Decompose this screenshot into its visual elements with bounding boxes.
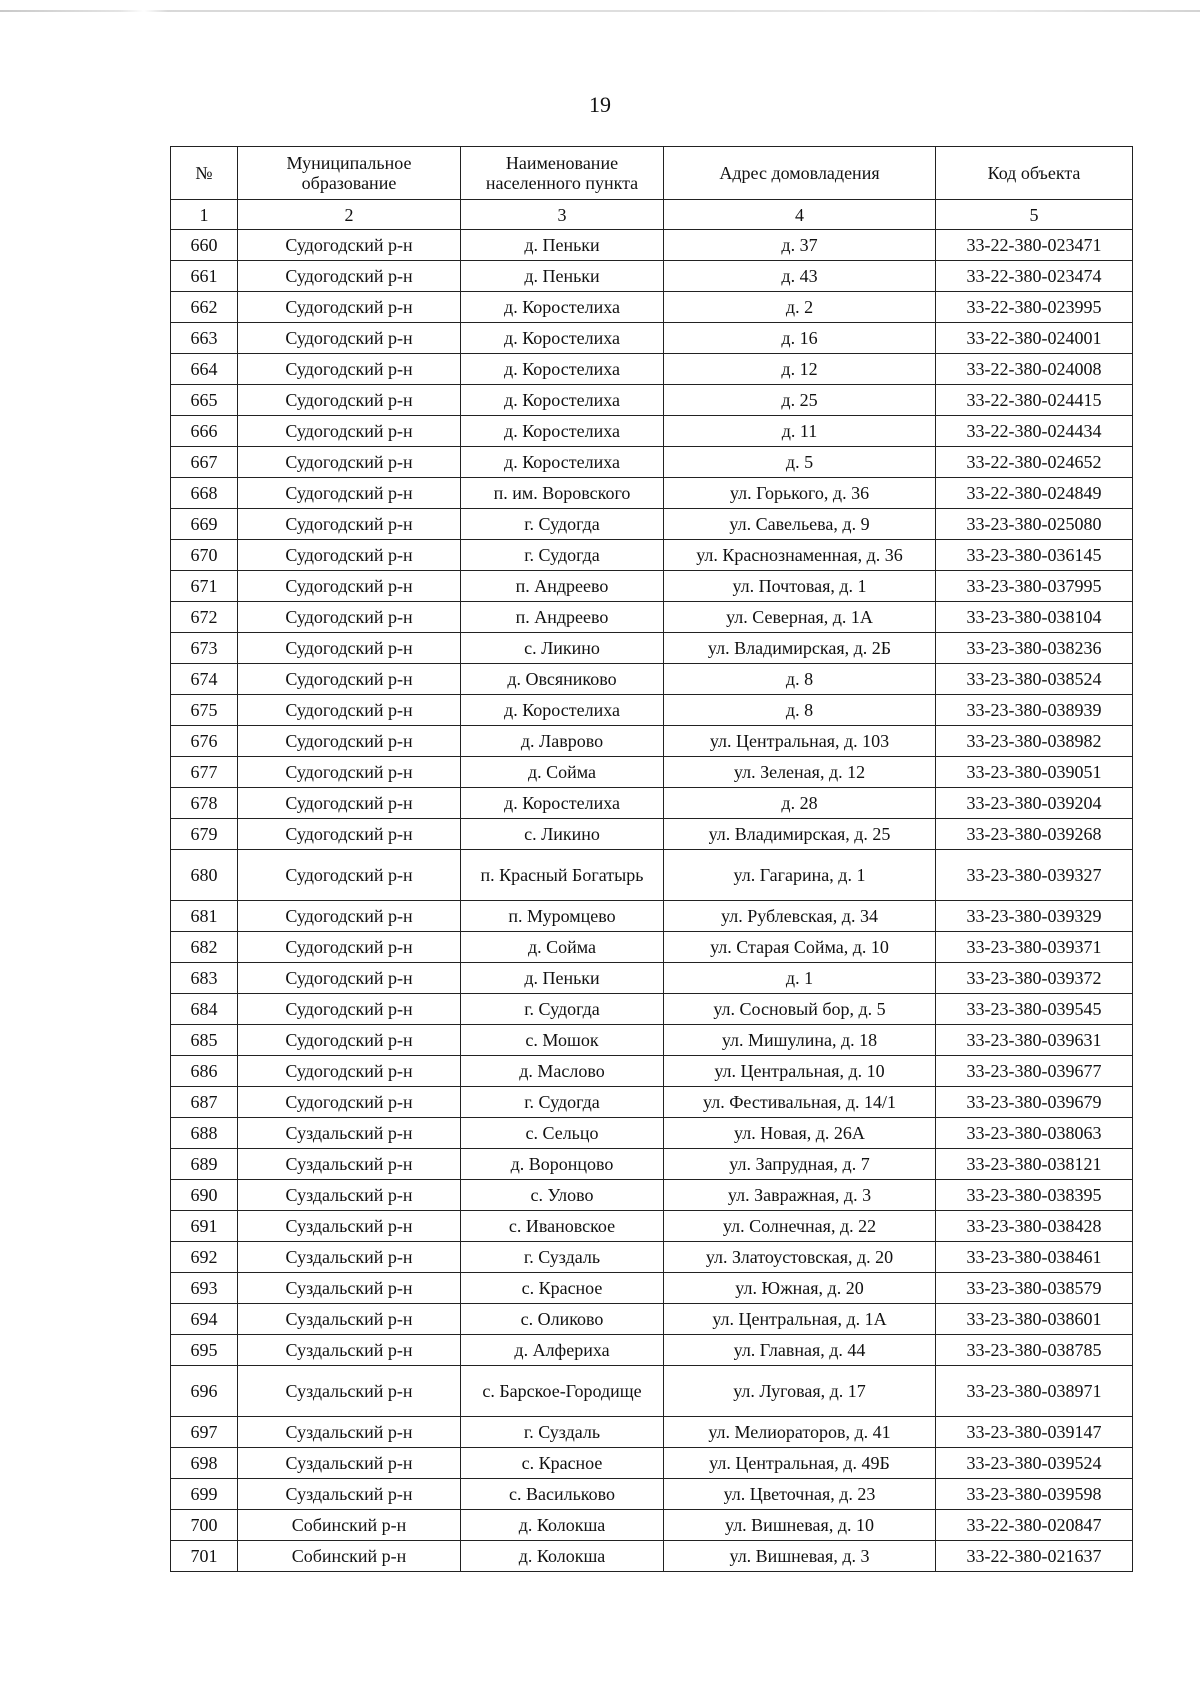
cell-municipality: Суздальский р-н (238, 1479, 461, 1510)
cell-object-code: 33-23-380-039545 (936, 994, 1133, 1025)
cell-settlement: д. Коростелиха (461, 323, 664, 354)
cell-address: д. 2 (664, 292, 936, 323)
cell-municipality: Судогодский р-н (238, 963, 461, 994)
cell-object-code: 33-23-380-039147 (936, 1417, 1133, 1448)
cell-municipality: Судогодский р-н (238, 571, 461, 602)
cell-settlement: с. Барское-Городище (461, 1366, 664, 1417)
table-row (171, 509, 1133, 540)
cell-settlement: с. Красное (461, 1273, 664, 1304)
cell-settlement: п. Муромцево (461, 901, 664, 932)
cell-object-code: 33-23-380-038579 (936, 1273, 1133, 1304)
cell-object-code: 33-23-380-039268 (936, 819, 1133, 850)
table-row (171, 788, 1133, 819)
table-row (171, 230, 1133, 261)
cell-municipality: Судогодский р-н (238, 261, 461, 292)
cell-number: 660 (171, 230, 238, 261)
cell-object-code: 33-23-380-038236 (936, 633, 1133, 664)
cell-settlement: п. им. Воровского (461, 478, 664, 509)
cell-municipality: Судогодский р-н (238, 932, 461, 963)
cell-object-code: 33-23-380-038428 (936, 1211, 1133, 1242)
cell-object-code: 33-23-380-039631 (936, 1025, 1133, 1056)
cell-number: 692 (171, 1242, 238, 1273)
cell-settlement: с. Ликино (461, 819, 664, 850)
column-number: 4 (664, 200, 936, 230)
table-row (171, 1366, 1133, 1417)
cell-address: д. 11 (664, 416, 936, 447)
cell-address: ул. Владимирская, д. 2Б (664, 633, 936, 664)
cell-number: 671 (171, 571, 238, 602)
cell-number: 677 (171, 757, 238, 788)
cell-number: 670 (171, 540, 238, 571)
cell-object-code: 33-23-380-039371 (936, 932, 1133, 963)
table-row (171, 963, 1133, 994)
table-row (171, 1180, 1133, 1211)
cell-municipality: Судогодский р-н (238, 416, 461, 447)
column-number: 1 (171, 200, 238, 230)
header-municipality: Муниципальное образование (238, 147, 461, 200)
table-column-number-row (171, 200, 1133, 230)
cell-number: 682 (171, 932, 238, 963)
cell-address: ул. Центральная, д. 103 (664, 726, 936, 757)
table-row (171, 416, 1133, 447)
cell-object-code: 33-23-380-039327 (936, 850, 1133, 901)
cell-municipality: Судогодский р-н (238, 323, 461, 354)
table-row (171, 571, 1133, 602)
cell-number: 699 (171, 1479, 238, 1510)
cell-address: д. 8 (664, 695, 936, 726)
cell-address: д. 28 (664, 788, 936, 819)
cell-municipality: Суздальский р-н (238, 1118, 461, 1149)
cell-object-code: 33-23-380-038785 (936, 1335, 1133, 1366)
cell-settlement: д. Воронцово (461, 1149, 664, 1180)
cell-object-code: 33-22-380-024849 (936, 478, 1133, 509)
cell-number: 700 (171, 1510, 238, 1541)
table-header-row (171, 147, 1133, 200)
cell-municipality: Судогодский р-н (238, 695, 461, 726)
cell-settlement: д. Колокша (461, 1510, 664, 1541)
cell-object-code: 33-23-380-038971 (936, 1366, 1133, 1417)
cell-address: ул. Зеленая, д. 12 (664, 757, 936, 788)
cell-address: ул. Центральная, д. 49Б (664, 1448, 936, 1479)
cell-address: ул. Солнечная, д. 22 (664, 1211, 936, 1242)
cell-address: ул. Завражная, д. 3 (664, 1180, 936, 1211)
cell-number: 691 (171, 1211, 238, 1242)
table-row (171, 323, 1133, 354)
cell-address: ул. Савельева, д. 9 (664, 509, 936, 540)
table-row (171, 850, 1133, 901)
cell-number: 689 (171, 1149, 238, 1180)
cell-settlement: г. Суздаль (461, 1417, 664, 1448)
cell-number: 678 (171, 788, 238, 819)
cell-number: 688 (171, 1118, 238, 1149)
cell-municipality: Судогодский р-н (238, 788, 461, 819)
cell-object-code: 33-23-380-039524 (936, 1448, 1133, 1479)
cell-object-code: 33-23-380-038461 (936, 1242, 1133, 1273)
table-row (171, 726, 1133, 757)
cell-address: д. 12 (664, 354, 936, 385)
cell-municipality: Суздальский р-н (238, 1149, 461, 1180)
cell-municipality: Судогодский р-н (238, 230, 461, 261)
cell-address: ул. Фестивальная, д. 14/1 (664, 1087, 936, 1118)
cell-object-code: 33-23-380-038982 (936, 726, 1133, 757)
cell-settlement: д. Сойма (461, 932, 664, 963)
cell-municipality: Суздальский р-н (238, 1417, 461, 1448)
table-row (171, 1211, 1133, 1242)
page-number: 19 (589, 92, 611, 117)
cell-number: 667 (171, 447, 238, 478)
cell-settlement: г. Суздаль (461, 1242, 664, 1273)
table-row (171, 602, 1133, 633)
cell-number: 693 (171, 1273, 238, 1304)
cell-municipality: Судогодский р-н (238, 292, 461, 323)
table-row (171, 540, 1133, 571)
cell-number: 683 (171, 963, 238, 994)
cell-settlement: с. Васильково (461, 1479, 664, 1510)
cell-object-code: 33-23-380-039329 (936, 901, 1133, 932)
cell-address: ул. Краснознаменная, д. 36 (664, 540, 936, 571)
table-row (171, 1510, 1133, 1541)
cell-object-code: 33-22-380-023995 (936, 292, 1133, 323)
cell-object-code: 33-23-380-036145 (936, 540, 1133, 571)
table-row (171, 695, 1133, 726)
cell-object-code: 33-23-380-038524 (936, 664, 1133, 695)
cell-municipality: Судогодский р-н (238, 354, 461, 385)
table-row (171, 1242, 1133, 1273)
cell-object-code: 33-23-380-039679 (936, 1087, 1133, 1118)
cell-number: 665 (171, 385, 238, 416)
cell-settlement: д. Овсяниково (461, 664, 664, 695)
cell-object-code: 33-22-380-023471 (936, 230, 1133, 261)
header-settlement: Наименование населенного пункта (461, 147, 664, 200)
cell-address: ул. Гагарина, д. 1 (664, 850, 936, 901)
cell-address: ул. Южная, д. 20 (664, 1273, 936, 1304)
cell-municipality: Собинский р-н (238, 1541, 461, 1572)
table-row (171, 261, 1133, 292)
cell-address: ул. Старая Сойма, д. 10 (664, 932, 936, 963)
cell-address: д. 8 (664, 664, 936, 695)
cell-settlement: д. Коростелиха (461, 788, 664, 819)
header-object-code: Код объекта (936, 147, 1133, 200)
cell-settlement: с. Ивановское (461, 1211, 664, 1242)
cell-object-code: 33-22-380-021637 (936, 1541, 1133, 1572)
cell-object-code: 33-22-380-024652 (936, 447, 1133, 478)
cell-municipality: Судогодский р-н (238, 1087, 461, 1118)
cell-municipality: Судогодский р-н (238, 901, 461, 932)
table-row (171, 1025, 1133, 1056)
cell-municipality: Суздальский р-н (238, 1448, 461, 1479)
header-number: № (171, 147, 238, 200)
cell-address: ул. Мишулина, д. 18 (664, 1025, 936, 1056)
cell-settlement: д. Пеньки (461, 963, 664, 994)
cell-object-code: 33-23-380-038063 (936, 1118, 1133, 1149)
cell-object-code: 33-23-380-038104 (936, 602, 1133, 633)
cell-object-code: 33-22-380-024415 (936, 385, 1133, 416)
cell-settlement: д. Сойма (461, 757, 664, 788)
column-number: 3 (461, 200, 664, 230)
cell-number: 686 (171, 1056, 238, 1087)
cell-settlement: г. Судогда (461, 1087, 664, 1118)
cell-object-code: 33-23-380-039677 (936, 1056, 1133, 1087)
cell-address: ул. Владимирская, д. 25 (664, 819, 936, 850)
cell-address: ул. Центральная, д. 1А (664, 1304, 936, 1335)
cell-municipality: Суздальский р-н (238, 1366, 461, 1417)
cell-municipality: Судогодский р-н (238, 819, 461, 850)
cell-address: ул. Цветочная, д. 23 (664, 1479, 936, 1510)
table-row (171, 1056, 1133, 1087)
cell-municipality: Судогодский р-н (238, 994, 461, 1025)
cell-number: 661 (171, 261, 238, 292)
cell-address: ул. Запрудная, д. 7 (664, 1149, 936, 1180)
cell-settlement: г. Судогда (461, 994, 664, 1025)
cell-object-code: 33-23-380-037995 (936, 571, 1133, 602)
cell-object-code: 33-23-380-039598 (936, 1479, 1133, 1510)
cell-settlement: г. Судогда (461, 509, 664, 540)
cell-number: 662 (171, 292, 238, 323)
cell-address: ул. Новая, д. 26А (664, 1118, 936, 1149)
cell-object-code: 33-23-380-039372 (936, 963, 1133, 994)
table-row (171, 1118, 1133, 1149)
table-row (171, 1304, 1133, 1335)
cell-object-code: 33-22-380-024434 (936, 416, 1133, 447)
cell-municipality: Суздальский р-н (238, 1180, 461, 1211)
cell-number: 680 (171, 850, 238, 901)
table-row (171, 1273, 1133, 1304)
cell-number: 685 (171, 1025, 238, 1056)
column-number: 2 (238, 200, 461, 230)
cell-municipality: Собинский р-н (238, 1510, 461, 1541)
cell-number: 676 (171, 726, 238, 757)
cell-object-code: 33-22-380-024008 (936, 354, 1133, 385)
cell-settlement: с. Сельцо (461, 1118, 664, 1149)
cell-municipality: Судогодский р-н (238, 1025, 461, 1056)
cell-municipality: Судогодский р-н (238, 509, 461, 540)
cell-number: 673 (171, 633, 238, 664)
cell-number: 674 (171, 664, 238, 695)
cell-settlement: д. Пеньки (461, 230, 664, 261)
table-row (171, 757, 1133, 788)
cell-object-code: 33-23-380-039204 (936, 788, 1133, 819)
cell-address: ул. Вишневая, д. 10 (664, 1510, 936, 1541)
table-row (171, 478, 1133, 509)
cell-number: 664 (171, 354, 238, 385)
cell-address: ул. Центральная, д. 10 (664, 1056, 936, 1087)
cell-settlement: д. Маслово (461, 1056, 664, 1087)
cell-settlement: с. Ликино (461, 633, 664, 664)
table-row (171, 1335, 1133, 1366)
table-row (171, 385, 1133, 416)
cell-object-code: 33-23-380-038395 (936, 1180, 1133, 1211)
cell-settlement: п. Андреево (461, 602, 664, 633)
table-row (171, 994, 1133, 1025)
cell-settlement: д. Алфериха (461, 1335, 664, 1366)
cell-settlement: д. Коростелиха (461, 447, 664, 478)
cell-number: 694 (171, 1304, 238, 1335)
cell-settlement: с. Улово (461, 1180, 664, 1211)
cell-address: ул. Главная, д. 44 (664, 1335, 936, 1366)
cell-object-code: 33-23-380-038601 (936, 1304, 1133, 1335)
cell-address: д. 1 (664, 963, 936, 994)
cell-address: д. 5 (664, 447, 936, 478)
cell-address: ул. Луговая, д. 17 (664, 1366, 936, 1417)
cell-object-code: 33-22-380-020847 (936, 1510, 1133, 1541)
cell-number: 681 (171, 901, 238, 932)
table-row (171, 1479, 1133, 1510)
cell-municipality: Суздальский р-н (238, 1304, 461, 1335)
cell-municipality: Судогодский р-н (238, 664, 461, 695)
cell-settlement: с. Мошок (461, 1025, 664, 1056)
cell-settlement: п. Андреево (461, 571, 664, 602)
cell-number: 695 (171, 1335, 238, 1366)
cell-address: ул. Вишневая, д. 3 (664, 1541, 936, 1572)
cell-number: 669 (171, 509, 238, 540)
cell-object-code: 33-22-380-024001 (936, 323, 1133, 354)
table-row (171, 1149, 1133, 1180)
cell-municipality: Судогодский р-н (238, 726, 461, 757)
registry-table (170, 146, 1133, 1572)
table-row (171, 292, 1133, 323)
cell-number: 697 (171, 1417, 238, 1448)
cell-number: 672 (171, 602, 238, 633)
cell-address: ул. Почтовая, д. 1 (664, 571, 936, 602)
table-row (171, 1448, 1133, 1479)
cell-number: 668 (171, 478, 238, 509)
scan-edge-line (0, 10, 1200, 12)
cell-number: 684 (171, 994, 238, 1025)
cell-settlement: д. Лаврово (461, 726, 664, 757)
column-number: 5 (936, 200, 1133, 230)
cell-address: ул. Златоустовская, д. 20 (664, 1242, 936, 1273)
table-row (171, 1541, 1133, 1572)
cell-number: 690 (171, 1180, 238, 1211)
cell-settlement: д. Коростелиха (461, 695, 664, 726)
table-row (171, 633, 1133, 664)
cell-municipality: Судогодский р-н (238, 850, 461, 901)
table-row (171, 354, 1133, 385)
cell-object-code: 33-22-380-023474 (936, 261, 1133, 292)
cell-number: 675 (171, 695, 238, 726)
cell-object-code: 33-23-380-038121 (936, 1149, 1133, 1180)
cell-municipality: Судогодский р-н (238, 385, 461, 416)
table-row (171, 932, 1133, 963)
cell-settlement: с. Красное (461, 1448, 664, 1479)
cell-municipality: Судогодский р-н (238, 602, 461, 633)
table-row (171, 1087, 1133, 1118)
cell-object-code: 33-23-380-038939 (936, 695, 1133, 726)
cell-settlement: п. Красный Богатырь (461, 850, 664, 901)
cell-municipality: Суздальский р-н (238, 1211, 461, 1242)
cell-address: д. 16 (664, 323, 936, 354)
cell-object-code: 33-23-380-039051 (936, 757, 1133, 788)
cell-number: 666 (171, 416, 238, 447)
cell-settlement: д. Коростелиха (461, 354, 664, 385)
cell-address: ул. Северная, д. 1А (664, 602, 936, 633)
cell-settlement: д. Коростелиха (461, 416, 664, 447)
table-row (171, 664, 1133, 695)
table-body (171, 230, 1133, 1572)
cell-number: 698 (171, 1448, 238, 1479)
cell-number: 701 (171, 1541, 238, 1572)
cell-municipality: Судогодский р-н (238, 540, 461, 571)
cell-settlement: д. Колокша (461, 1541, 664, 1572)
table-row (171, 819, 1133, 850)
cell-municipality: Судогодский р-н (238, 478, 461, 509)
cell-address: д. 43 (664, 261, 936, 292)
cell-municipality: Суздальский р-н (238, 1242, 461, 1273)
cell-address: ул. Рублевская, д. 34 (664, 901, 936, 932)
cell-address: д. 25 (664, 385, 936, 416)
header-address: Адрес домовладения (664, 147, 936, 200)
cell-number: 687 (171, 1087, 238, 1118)
cell-number: 679 (171, 819, 238, 850)
cell-municipality: Судогодский р-н (238, 1056, 461, 1087)
cell-municipality: Судогодский р-н (238, 633, 461, 664)
cell-address: ул. Сосновый бор, д. 5 (664, 994, 936, 1025)
table-row (171, 447, 1133, 478)
table-row (171, 901, 1133, 932)
cell-number: 696 (171, 1366, 238, 1417)
cell-address: д. 37 (664, 230, 936, 261)
cell-municipality: Суздальский р-н (238, 1273, 461, 1304)
cell-municipality: Судогодский р-н (238, 757, 461, 788)
cell-municipality: Судогодский р-н (238, 447, 461, 478)
table-row (171, 1417, 1133, 1448)
cell-address: ул. Мелиораторов, д. 41 (664, 1417, 936, 1448)
cell-municipality: Суздальский р-н (238, 1335, 461, 1366)
cell-settlement: с. Оликово (461, 1304, 664, 1335)
cell-address: ул. Горького, д. 36 (664, 478, 936, 509)
cell-settlement: д. Коростелиха (461, 292, 664, 323)
cell-number: 663 (171, 323, 238, 354)
cell-settlement: д. Коростелиха (461, 385, 664, 416)
cell-settlement: г. Судогда (461, 540, 664, 571)
cell-settlement: д. Пеньки (461, 261, 664, 292)
cell-object-code: 33-23-380-025080 (936, 509, 1133, 540)
